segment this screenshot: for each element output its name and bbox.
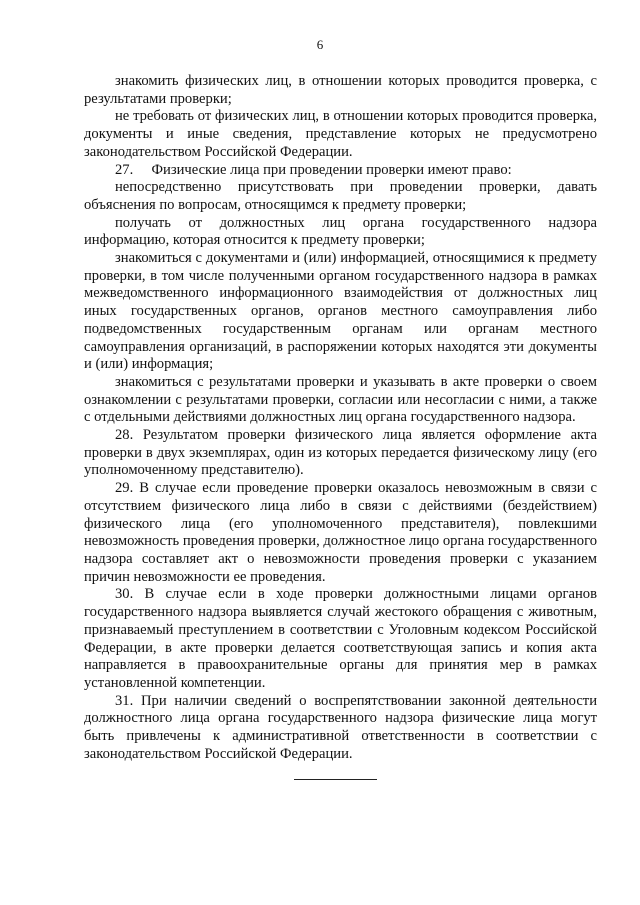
end-separator-line (294, 779, 377, 780)
paragraph-28-act: 28. Результатом проверки физического лица является оформление акта проверки в двух экземплярах, один из которых передается физическому лицу (его уполномоченному представителю). (84, 427, 597, 479)
paragraph-no-extra-documents: не требовать от физических лиц, в отношении которых проводится проверка, документы и иные сведения, представление которых не предусмотрено законодательством Российской Федерации. (84, 108, 597, 160)
paragraph-27-rights: 27. Физические лица при проведении проверки имеют право: (115, 161, 512, 178)
page-number: 6 (316, 37, 324, 52)
paragraph-29-impossible-inspection: 29. В случае если проведение проверки оказалось невозможным в связи с отсутствием физического лица либо в связи с действиями (бездействием) физического лица (его уполномоченного представителя), повлекшими невозможность проведения проверки, должностное лицо органа государственного надзора составляет акт о невозможности проведения проверки с указанием причин невозможности ее проведения. (84, 480, 597, 585)
paragraph-review-documents: знакомиться с документами и (или) информацией, относящимися к предмету проверки, в том числе полученными органом государственного надзора в рамках межведомственного информационного взаимодействия от должностных лиц иных государственных органов, органов местного самоуправления либо подведомственных государственным органам или органам местного самоуправления организаций, в распоряжении которых находятся эти документы и (или) информация; (84, 250, 597, 373)
paragraph-30-animal-cruelty: 30. В случае если в ходе проверки должностными лицами органов государственного надзора выявляется случай жестокого обращения с животным, признаваемый преступлением в соответствии с Уголовным кодексом Российской Федерации, в акте проверки делается соответствующая запись и копия акта направляется в правоохранительные органы для принятия мер в рамках установленной компетенции. (84, 586, 597, 691)
paragraph-attend-inspection: непосредственно присутствовать при проведении проверки, давать объяснения по вопросам, относящимся к предмету проверки; (84, 179, 597, 213)
paragraph-review-results: знакомиться с результатами проверки и указывать в акте проверки о своем ознакомлении с результатами проверки, согласии или несогласии с ними, а также с отдельными действиями должностных лиц органа государственного надзора. (84, 373, 597, 426)
paragraph-31-liability: 31. При наличии сведений о воспрепятствовании законной деятельности должностного лица органа государственного надзора физические лица могут быть привлечены к административной ответственности в соответствии с законодательством Российской Федерации. (84, 692, 597, 762)
paragraph-receive-information: получать от должностных лиц органа государственного надзора информацию, которая относится к предмету проверки; (84, 214, 597, 249)
document-body (84, 73, 597, 763)
paragraph-familiarize-results: знакомить физических лиц, в отношении которых проводится проверка, с результатами проверки; (84, 73, 597, 107)
